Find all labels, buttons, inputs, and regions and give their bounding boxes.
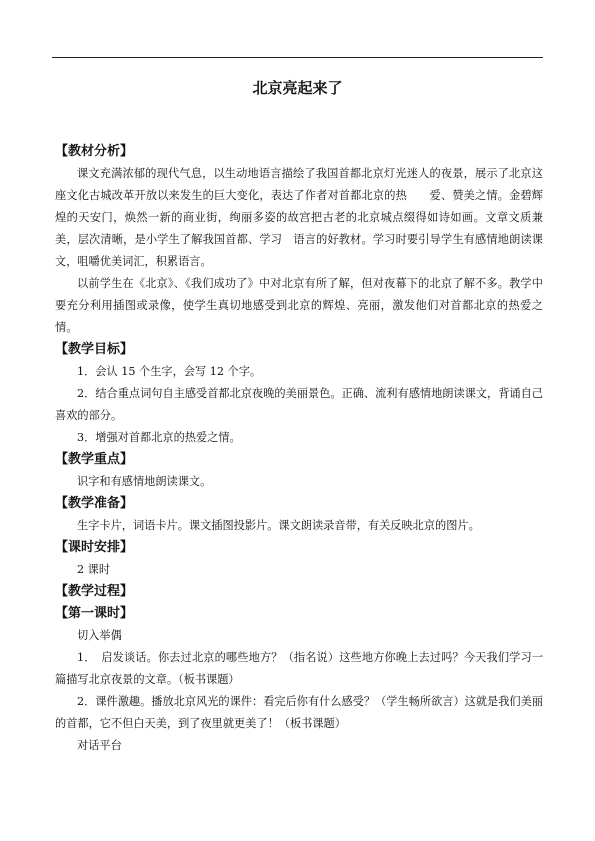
goal-item-1: 1．会认 15 个生字，会写 12 个字。: [77, 365, 262, 378]
lesson1-subheading-dialogue: 对话平台: [77, 739, 122, 752]
section-heading-prep: 【教学准备】: [55, 496, 134, 511]
lesson1-paragraph-1: 1． 启发谈话。你去过北京的哪些地方？（指名说）这些地方你晚上去过吗？今天我们学习一篇描写北京夜景的文章。（板书课题）: [55, 651, 543, 686]
analysis-paragraph-1: 课文充满浓郁的现代气息，以生动地语言描绘了我国首都北京灯光迷人的夜景，展示了北京这座文化古城改革开放以来发生的巨大变化，表达了作者对首都北京的热 爱、赞美之情。金碧辉煌的天安门，焕然一新的商业街，绚丽多姿的故宫把古老的北京城点缀得如诗如画。文章文质兼美，层次清晰，是小学生了解我国首都、学习 语言的好教材。学习时要引导学生有感情地朗读课文，咀嚼优美词汇，积累语言。: [55, 167, 543, 268]
goal-item-3: 3．增强对首都北京的热爱之情。: [77, 431, 241, 444]
analysis-paragraph-2: 以前学生在《北京》、《我们成功了》中对北京有所了解，但对夜幕下的北京了解不多。教学中要充分利用插图或录像，使学生真切地感受到北京的辉煌、亮丽，激发他们对首都北京的热爱之情。: [55, 277, 543, 334]
focus-text: 识字和有感情地朗读课文。: [77, 475, 212, 488]
schedule-text: 2 课时: [77, 563, 111, 576]
section-heading-process: 【教学过程】: [55, 584, 134, 599]
section-heading-schedule: 【课时安排】: [55, 540, 134, 555]
document-title: 北京亮起来了: [252, 79, 343, 97]
section-heading-lesson1: 【第一课时】: [55, 606, 134, 621]
lesson1-paragraph-2: 2．课件激趣。播放北京风光的课件：看完后你有什么感受？（学生畅所欲言）这就是我们美丽的首都，它不但白天美，到了夜里就更美了！（板书课题）: [55, 695, 543, 730]
goal-item-2: 2．结合重点词句自主感受首都北京夜晚的美丽景色。正确、流利有感情地朗读课文，背诵自己喜欢的部分。: [55, 387, 543, 422]
section-heading-analysis: 【教材分析】: [55, 144, 134, 159]
lesson1-subheading-intro: 切入举偶: [77, 629, 122, 642]
section-heading-focus: 【教学重点】: [55, 452, 134, 467]
prep-text: 生字卡片，词语卡片。课文插图投影片。课文朗读录音带，有关反映北京的图片。: [77, 519, 480, 532]
header-rule: [52, 57, 543, 58]
section-heading-goals: 【教学目标】: [55, 342, 134, 357]
document-body: [55, 141, 543, 757]
